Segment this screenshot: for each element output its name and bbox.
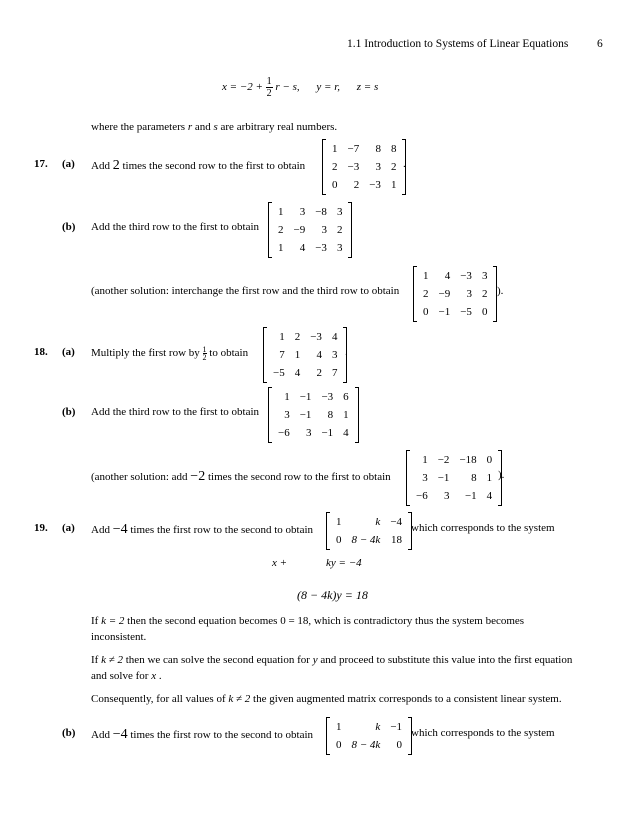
if2-mid: then we can solve the second equation for — [125, 654, 310, 666]
matrix-entry: 4 — [299, 242, 306, 254]
matrix-entry: 6 — [343, 391, 349, 403]
instr-coef: −4 — [112, 727, 128, 742]
period: . — [403, 158, 406, 170]
matrix-entry: 4 — [343, 427, 349, 439]
matrix-entry: 3 — [443, 490, 450, 502]
matrix-entry: −8 — [315, 206, 327, 218]
matrix-entry: −18 — [459, 454, 477, 466]
params-r: r — [187, 121, 193, 133]
case-k-equals-2 — [91, 615, 524, 627]
matrix-row — [418, 285, 492, 303]
fraction-half — [266, 76, 273, 99]
matrix — [322, 139, 406, 195]
matrix-entry: −9 — [293, 224, 306, 236]
instruction — [91, 727, 313, 743]
if2-line2-pre: and solve for — [91, 670, 149, 682]
matrix-entry: 8 − 4k — [351, 739, 381, 751]
matrix-entry: 3 — [375, 161, 381, 173]
params-s: s — [213, 121, 218, 133]
instr-coef: −4 — [112, 522, 128, 537]
matrix-entry: 0 — [486, 454, 493, 466]
matrix-entry: 4 — [486, 490, 493, 502]
if2-cond: k ≠ 2 — [101, 654, 123, 666]
alt-post: times the second row to the first to obtain — [207, 471, 391, 483]
instruction: Add the third row to the first to obtain — [91, 221, 260, 233]
matrix-entry: −3 — [310, 331, 322, 343]
matrix-row — [273, 406, 354, 424]
cons-post: the given augmented matrix corresponds to a consistent linear system. — [253, 693, 562, 705]
matrix-row — [268, 364, 342, 382]
matrix-entry: −4 — [390, 516, 403, 528]
matrix-entry: −1 — [321, 427, 334, 439]
fraction-half — [203, 346, 207, 361]
if1-pre: If — [91, 615, 99, 627]
matrix-entry: 0 — [336, 534, 342, 546]
if2-line2-end: . — [158, 670, 162, 682]
eq-y: y = r, — [316, 81, 341, 94]
matrix-entry: −3 — [321, 391, 334, 403]
instr-post: times the second row to the first to obtain — [122, 160, 306, 172]
matrix-entry: 0 — [423, 306, 429, 318]
matrix-row — [331, 736, 407, 754]
matrix-entry: k — [375, 721, 381, 733]
eq-z: z = s — [356, 81, 379, 94]
matrix-entry: 1 — [423, 270, 429, 282]
matrix-row — [273, 239, 347, 257]
matrix-row — [411, 487, 497, 505]
matrix-entry: −1 — [437, 472, 450, 484]
matrix — [268, 202, 352, 258]
running-header: 1.1 Introduction to Systems of Linear Equations — [347, 38, 569, 50]
matrix-entry: 3 — [284, 409, 290, 421]
matrix-entry: 0 — [396, 739, 403, 751]
matrix-row — [331, 513, 407, 531]
close-paren: ). — [497, 285, 504, 297]
matrix-entry: k — [375, 516, 381, 528]
instr-pre: Add — [91, 729, 110, 741]
matrix — [326, 717, 412, 755]
if2-line2-var: x — [151, 670, 157, 682]
matrix-row — [273, 221, 347, 239]
matrix-entry: 1 — [336, 516, 342, 528]
instruction: Add the third row to the first to obtain — [91, 406, 260, 418]
case-k-equals-2-line2: inconsistent. — [91, 631, 147, 643]
matrix-entry: 7 — [331, 367, 338, 379]
matrix-entry: 2 — [332, 161, 338, 173]
instr-post: times the first row to the second to obtain — [130, 524, 314, 536]
matrix-entry: 1 — [278, 206, 284, 218]
if1-eq: 0 = 18 — [280, 615, 309, 627]
matrix — [413, 266, 497, 322]
matrix-entry: 1 — [422, 454, 428, 466]
matrix-entry: −3 — [347, 161, 360, 173]
case-k-not-2-line2 — [91, 670, 162, 682]
matrix-row — [418, 267, 492, 285]
matrix-entry: −1 — [299, 391, 312, 403]
matrix-entry: 2 — [481, 288, 488, 300]
matrix-entry: −6 — [278, 427, 290, 439]
system-eq-1-left: x + — [272, 557, 288, 569]
matrix-row — [273, 203, 347, 221]
matrix-entry: 3 — [321, 224, 327, 236]
params-and: and — [194, 121, 211, 133]
instr-coef: 2 — [112, 158, 120, 173]
matrix-row — [331, 531, 407, 549]
part-label: (a) — [62, 158, 75, 170]
matrix-entry: 1 — [294, 349, 301, 361]
matrix — [406, 450, 505, 506]
matrix-entry: 3 — [305, 427, 312, 439]
matrix-entry: 2 — [316, 367, 322, 379]
if2-var: y — [312, 654, 318, 666]
system-eq-2: (8 − 4k)y = 18 — [297, 588, 368, 602]
frac-den: 2 — [266, 88, 272, 99]
matrix-row — [327, 140, 401, 158]
problem-number-19: 19. — [34, 522, 48, 534]
if2-pre: If — [91, 654, 99, 666]
matrix-entry: 0 — [481, 306, 488, 318]
frac-num: 1 — [266, 76, 272, 87]
matrix-entry: 1 — [284, 391, 290, 403]
matrix-entry: 1 — [343, 409, 349, 421]
matrix-entry: 2 — [353, 179, 360, 191]
eq-x-pre: x = −2 + — [222, 81, 263, 94]
problem-number-17: 17. — [34, 158, 48, 170]
matrix-entry: −7 — [347, 143, 360, 155]
matrix-entry: 4 — [294, 367, 301, 379]
problem-number-18: 18. — [34, 346, 48, 358]
matrix-entry: 2 — [336, 224, 343, 236]
alt-coef: −2 — [190, 469, 206, 484]
period: . — [345, 346, 348, 358]
matrix-entry: 8 — [327, 409, 334, 421]
matrix-entry: 1 — [390, 179, 397, 191]
matrix-entry: −5 — [273, 367, 285, 379]
parametric-solution — [222, 76, 378, 99]
matrix-entry: −9 — [438, 288, 451, 300]
part-label: (b) — [62, 221, 76, 233]
matrix-entry: 2 — [390, 161, 397, 173]
matrix-entry: 8 − 4k — [351, 534, 381, 546]
instr-post: times the first row to the second to obtain — [130, 729, 314, 741]
part-label: (a) — [62, 346, 75, 358]
matrix-entry: 2 — [423, 288, 429, 300]
matrix-entry: −1 — [299, 409, 312, 421]
alternative-solution — [91, 469, 391, 485]
system-note: which corresponds to the system — [411, 727, 555, 739]
matrix-entry: 18 — [391, 534, 403, 546]
part-label: (b) — [62, 406, 76, 418]
instruction — [91, 522, 313, 538]
conclusion — [91, 693, 562, 705]
matrix-entry: 8 — [471, 472, 477, 484]
instruction — [91, 346, 248, 361]
matrix — [326, 512, 412, 550]
matrix-row — [268, 328, 342, 346]
matrix-row — [327, 158, 401, 176]
matrix-entry: 3 — [466, 288, 472, 300]
matrix-entry: 3 — [299, 206, 306, 218]
if1-mid: then the second equation becomes — [127, 615, 278, 627]
matrix-entry: 1 — [279, 331, 285, 343]
instr-pre: Multiply the first row by — [91, 347, 200, 360]
close-paren: ). — [498, 469, 505, 481]
if1-post: , which is contradictory thus the system becomes — [308, 615, 525, 627]
if1-cond: k = 2 — [101, 615, 125, 627]
matrix-entry: −6 — [416, 490, 428, 502]
matrix-row — [273, 424, 354, 442]
matrix-entry: −1 — [438, 306, 451, 318]
matrix-entry: −3 — [315, 242, 327, 254]
matrix-entry: 4 — [331, 331, 338, 343]
matrix-entry: 0 — [336, 739, 342, 751]
cons-cond: k ≠ 2 — [228, 693, 251, 705]
matrix-row — [411, 469, 497, 487]
system-eq-1-right: ky = −4 — [326, 557, 362, 569]
matrix — [268, 387, 359, 443]
part-label: (a) — [62, 522, 75, 534]
matrix-entry: 4 — [316, 349, 322, 361]
matrix-entry: 1 — [336, 721, 342, 733]
params-pre: where the parameters — [91, 121, 186, 133]
matrix-entry: −3 — [460, 270, 472, 282]
matrix-row — [331, 718, 407, 736]
matrix-entry: −2 — [437, 454, 450, 466]
parameters-note — [91, 121, 337, 133]
matrix-row — [418, 303, 492, 321]
matrix-row — [411, 451, 497, 469]
matrix-entry: 8 — [390, 143, 397, 155]
frac-den: 2 — [202, 353, 207, 362]
matrix-entry: 8 — [375, 143, 381, 155]
if2-post: and proceed to substitute this value into the first equation — [320, 654, 573, 666]
instruction — [91, 158, 305, 174]
matrix-entry: 1 — [278, 242, 284, 254]
matrix-entry: 3 — [422, 472, 428, 484]
alt-pre: (another solution: add — [91, 471, 188, 483]
matrix-entry: −1 — [390, 721, 403, 733]
case-k-not-2 — [91, 654, 572, 666]
matrix-entry: −3 — [369, 179, 381, 191]
matrix-row — [273, 388, 354, 406]
matrix-entry: 2 — [294, 331, 301, 343]
matrix-entry: 3 — [336, 242, 343, 254]
matrix-entry: 4 — [444, 270, 451, 282]
matrix-entry: 0 — [332, 179, 338, 191]
instr-post: to obtain — [209, 347, 249, 360]
instr-pre: Add — [91, 160, 110, 172]
matrix-entry: 1 — [332, 143, 338, 155]
matrix-entry: 1 — [486, 472, 493, 484]
matrix-entry: 3 — [331, 349, 338, 361]
matrix — [263, 327, 347, 383]
matrix-entry: −1 — [464, 490, 477, 502]
eq-x-post: r − s, — [275, 81, 300, 94]
matrix-entry: 3 — [481, 270, 488, 282]
matrix-entry: 2 — [278, 224, 284, 236]
frac-num: 1 — [202, 345, 207, 354]
part-label: (b) — [62, 727, 76, 739]
params-post: are arbitrary real numbers. — [220, 121, 338, 133]
instr-pre: Add — [91, 524, 110, 536]
matrix-entry: 3 — [336, 206, 343, 218]
matrix-row — [327, 176, 401, 194]
page-number: 6 — [597, 38, 603, 50]
matrix-row — [268, 346, 342, 364]
alternative-solution: (another solution: interchange the first row and the third row to obtain — [91, 285, 400, 297]
cons-pre: Consequently, for all values of — [91, 693, 226, 705]
matrix-entry: 7 — [279, 349, 285, 361]
system-note: which corresponds to the system — [411, 522, 555, 534]
matrix-entry: −5 — [460, 306, 472, 318]
